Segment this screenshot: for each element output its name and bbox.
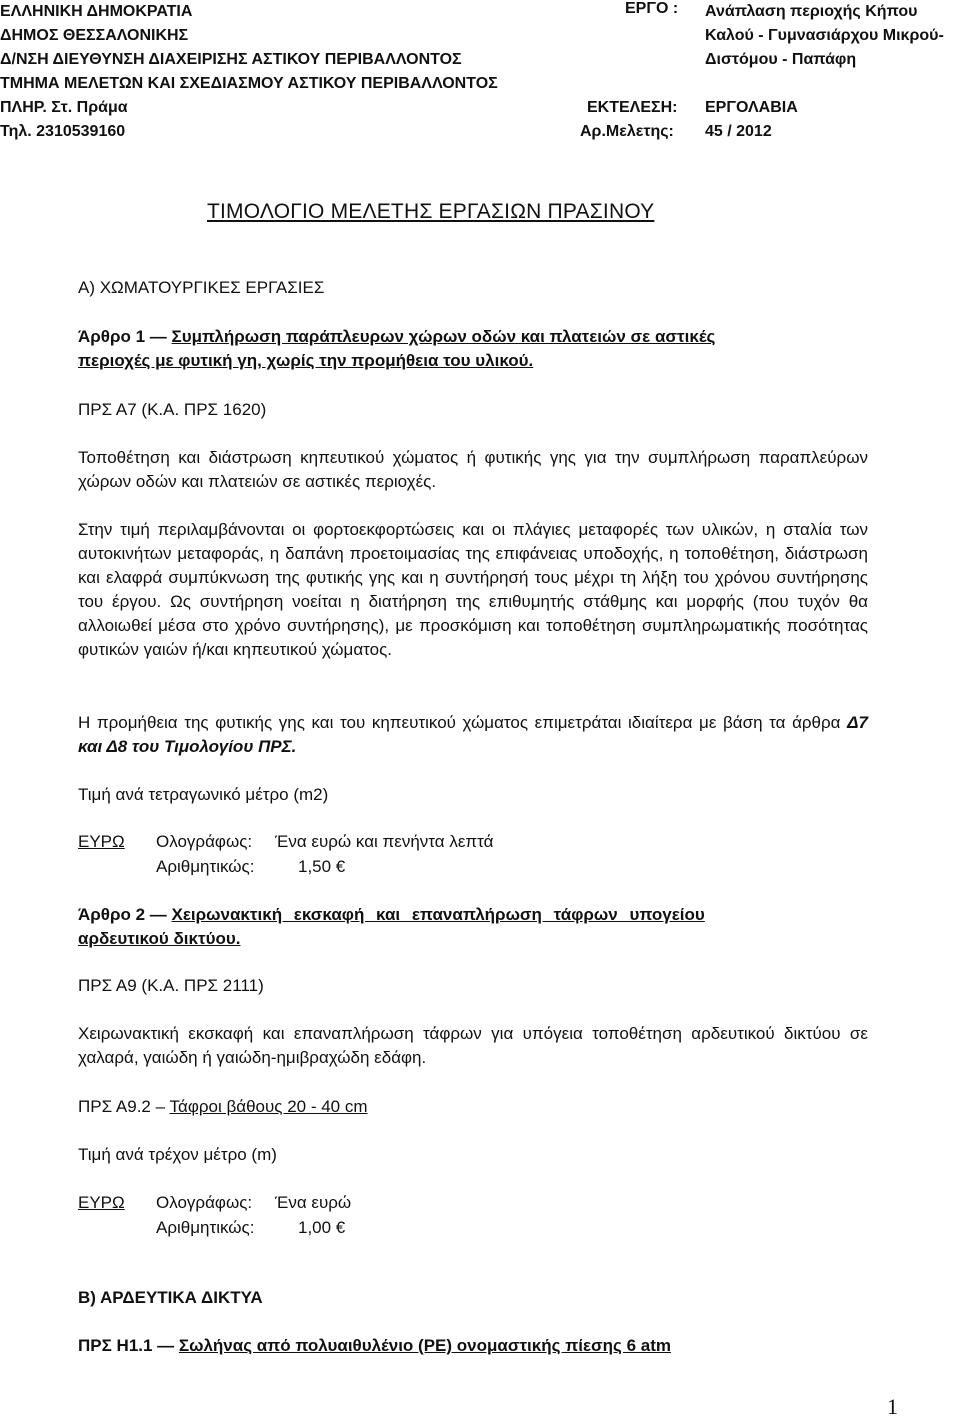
article-1-paragraph-2-text: Η προμήθεια της φυτικής γης και του κηπευτικού χώματος επιμετράται ιδιαίτερα με βάση τα άρθρα (78, 713, 848, 732)
article-1-words-label: Ολογράφως: (156, 832, 253, 851)
article-1-paragraph-2-ref: Δ7 και Δ8 του Τιμολογίου ΠΡΣ. (78, 713, 868, 756)
article-1-heading-line-1 (78, 325, 715, 349)
header-line-municipality: ΔΗΜΟΣ ΘΕΣΣΑΛΟΝΙΚΗΣ (0, 27, 189, 44)
article-2-words-value: Ένα ευρώ (275, 1193, 352, 1212)
article-2-subitem-title: Τάφροι βάθους 20 - 40 cm (169, 1097, 368, 1116)
article-2-dash: — (145, 905, 172, 924)
ergo-label: ΕΡΓΟ : (625, 0, 679, 17)
article-1-code: ΠΡΣ Α7 (Κ.Α. ΠΡΣ 1620) (78, 400, 267, 419)
article-1-num-label: Αριθμητικώς: (156, 857, 255, 876)
section-b-heading: Β) ΑΡΔΕΥΤΙΚΑ ΔΙΚΤΥΑ (78, 1288, 263, 1307)
article-1-paragraph-2 (78, 711, 868, 759)
prs-h1-dash: — (152, 1336, 179, 1355)
header-line-contact-person: ΠΛΗΡ. Στ. Πράμα (0, 99, 128, 116)
article-2-code: ΠΡΣ Α9 (Κ.Α. ΠΡΣ 2111) (78, 976, 264, 995)
article-1-description (78, 446, 868, 494)
article-1-dash: — (145, 327, 172, 346)
ergo-line-2: Καλού - Γυμνασιάρχου Μικρού- (705, 27, 944, 44)
article-1-words-value: Ένα ευρώ και πενήντα λεπτά (275, 832, 494, 851)
ergo-line-1: Ανάπλαση περιοχής Κήπου (705, 3, 918, 20)
article-2-subitem-code: ΠΡΣ Α9.2 (78, 1097, 151, 1116)
article-1-paragraph-1-text: Στην τιμή περιλαμβάνονται οι φορτοεκφορτώσεις και οι πλάγιες μεταφορές των υλικών, η σταλία των αυτοκινήτων μεταφοράς, η δαπάνη προετοιμασίας της επιφάνειας υποδοχής, η τοποθέτηση, διάστρωση και ελαφρά συμπύκνωση της φυτικής γης και η συντήρησή τους μέχρι τη λήξη του χρόνου συντήρησης του έργου. Ως συντήρηση νοείται η διατήρηση της επιθυμητής στάθμης και μορφής (που τυχόν θα αλλοιωθεί μέσα στο χρόνο συντήρησης), με προσκόμιση και τοποθέτηση συμπληρωματικής ποσότητας φυτικών γαιών ή/και κηπευτικού χώματος. (78, 520, 868, 659)
article-1-unit: Τιμή ανά τετραγωνικό μέτρο (m2) (78, 785, 329, 804)
page-title: ΤΙΜΟΛΟΓΙΟ ΜΕΛΕΤΗΣ ΕΡΓΑΣΙΩΝ ΠΡΑΣΙΝΟΥ (207, 200, 655, 223)
ektelesi-value: ΕΡΓΟΛΑΒΙΑ (705, 99, 798, 116)
article-1-num-value: 1,50 € (298, 857, 346, 876)
prs-h1-heading (78, 1334, 671, 1358)
article-2-num-label: Αριθμητικώς: (156, 1218, 255, 1237)
article-2-num-value: 1,00 € (298, 1218, 346, 1237)
article-1-currency: ΕΥΡΩ (78, 832, 125, 851)
header-line-phone: Τηλ. 2310539160 (0, 123, 126, 140)
article-1-title-part-1: Συμπλήρωση παράπλευρων χώρων οδών και πλατειών σε αστικές (171, 327, 716, 346)
article-2-subitem-dash: – (150, 1097, 170, 1116)
article-2-subitem (78, 1095, 368, 1119)
article-1-paragraph-1 (78, 518, 868, 662)
article-2-heading-line-1 (78, 903, 868, 927)
article-1-title-part-2: περιοχές με φυτική γη, χωρίς την προμήθεια του υλικού. (78, 351, 534, 370)
ergo-line-3: Διστόμου - Παπάφη (705, 51, 857, 68)
prs-h1-code: ΠΡΣ Η1.1 (78, 1336, 153, 1355)
section-a-heading: Α) ΧΩΜΑΤΟΥΡΓΙΚΕΣ ΕΡΓΑΣΙΕΣ (78, 278, 325, 297)
article-2-title-part-1: Χειρωνακτική εκσκαφή και επαναπλήρωση τάφρων υπογείου (171, 905, 705, 924)
page-number: 1 (887, 1394, 898, 1419)
article-1-description-text: Τοποθέτηση και διάστρωση κηπευτικού χώματος ή φυτικής γης για την συμπλήρωση παραπλεύρων χώρων οδών και πλατειών σε αστικές περιοχές. (78, 448, 868, 491)
header-line-directorate: Δ/ΝΣΗ ΔΙΕΥΘΥΝΣΗ ΔΙΑΧΕΙΡΙΣΗΣ ΑΣΤΙΚΟΥ ΠΕΡΙΒΑΛΛΟΝΤΟΣ (0, 51, 462, 68)
article-2-currency: ΕΥΡΩ (78, 1193, 125, 1212)
article-2-title-part-2: αρδευτικού δικτύου. (78, 929, 241, 948)
ektelesi-label: ΕΚΤΕΛΕΣΗ: (587, 99, 678, 116)
article-2-description (78, 1022, 868, 1070)
header-line-republic: ΕΛΛΗΝΙΚΗ ΔΗΜΟΚΡΑΤΙΑ (0, 3, 193, 20)
prs-h1-title: Σωλήνας από πολυαιθυλένιο (PE) ονομαστικής πίεσης 6 atm (178, 1336, 671, 1355)
article-2-words-label: Ολογράφως: (156, 1193, 253, 1212)
article-2-label: Άρθρο 2 (78, 905, 146, 924)
meleti-label: Αρ.Μελετης: (580, 123, 674, 140)
header-line-department: ΤΜΗΜΑ ΜΕΛΕΤΩΝ ΚΑΙ ΣΧΕΔΙΑΣΜΟΥ ΑΣΤΙΚΟΥ ΠΕΡΙΒΑΛΛΟΝΤΟΣ (0, 75, 498, 92)
meleti-value: 45 / 2012 (705, 123, 772, 140)
article-1-label: Άρθρο 1 (78, 327, 146, 346)
article-2-unit: Τιμή ανά τρέχον μέτρο (m) (78, 1145, 277, 1164)
article-2-description-text: Χειρωνακτική εκσκαφή και επαναπλήρωση τάφρων για υπόγεια τοποθέτηση αρδευτικού δικτύου σε χαλαρά, γαιώδη ή γαιώδη-ημιβραχώδη εδάφη. (78, 1024, 868, 1067)
